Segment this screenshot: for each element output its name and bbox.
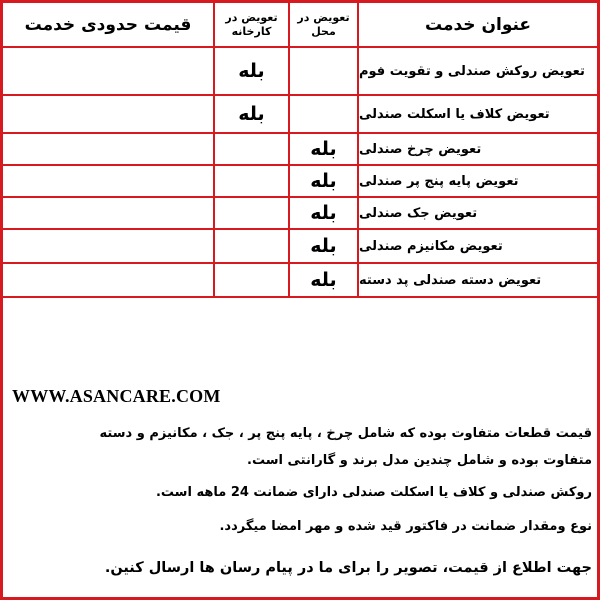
onsite-yes: بله [310,170,337,192]
note-line: جهت اطلاع از قیمت، تصویر را برای ما در پیام رسان ها ارسال کنین. [104,560,592,576]
onsite-yes: بله [310,138,337,160]
note-line: روکش صندلی و کلاف یا اسکلت صندلی دارای ضمانت 24 ماهه است. [155,485,592,500]
website-url: WWW.ASANCARE.COM [12,386,221,406]
onsite-yes: بله [310,202,337,224]
factory-yes: بله [238,103,265,125]
service-name: تعویض پایه پنج پر صندلی [359,173,519,189]
service-name: تعویض دسته صندلی پد دسته [359,272,542,288]
header-price: قیمت حدودی خدمت [24,14,192,35]
service-name: تعویض مکانیزم صندلی [359,238,503,254]
note-line: قیمت قطعات متفاوت بوده که شامل چرخ ، پایه پنج پر ، جک ، مکانیزم و دسته [99,426,592,441]
service-name: تعویض جک صندلی [359,205,478,221]
onsite-yes: بله [310,269,337,291]
border-left [0,0,3,600]
note-line: نوع ومقدار ضمانت در فاکتور قید شده و مهر امضا میگردد. [219,519,592,534]
service-name: تعویض روکش صندلی و تقویت فوم [359,63,585,79]
factory-yes: بله [238,60,265,82]
note-line: متفاوت بوده و شامل چندین مدل برند و گارانتی است. [247,453,592,468]
header-onsite: تعویض در محل [297,10,350,38]
service-name: تعویض کلاف یا اسکلت صندلی [359,106,550,122]
table-bottom-rule [0,296,600,298]
service-name: تعویض چرخ صندلی [359,141,482,157]
header-factory: تعویض در کارخانه [225,10,278,38]
header-service-title: عنوان خدمت [424,14,532,35]
onsite-yes: بله [310,235,337,257]
